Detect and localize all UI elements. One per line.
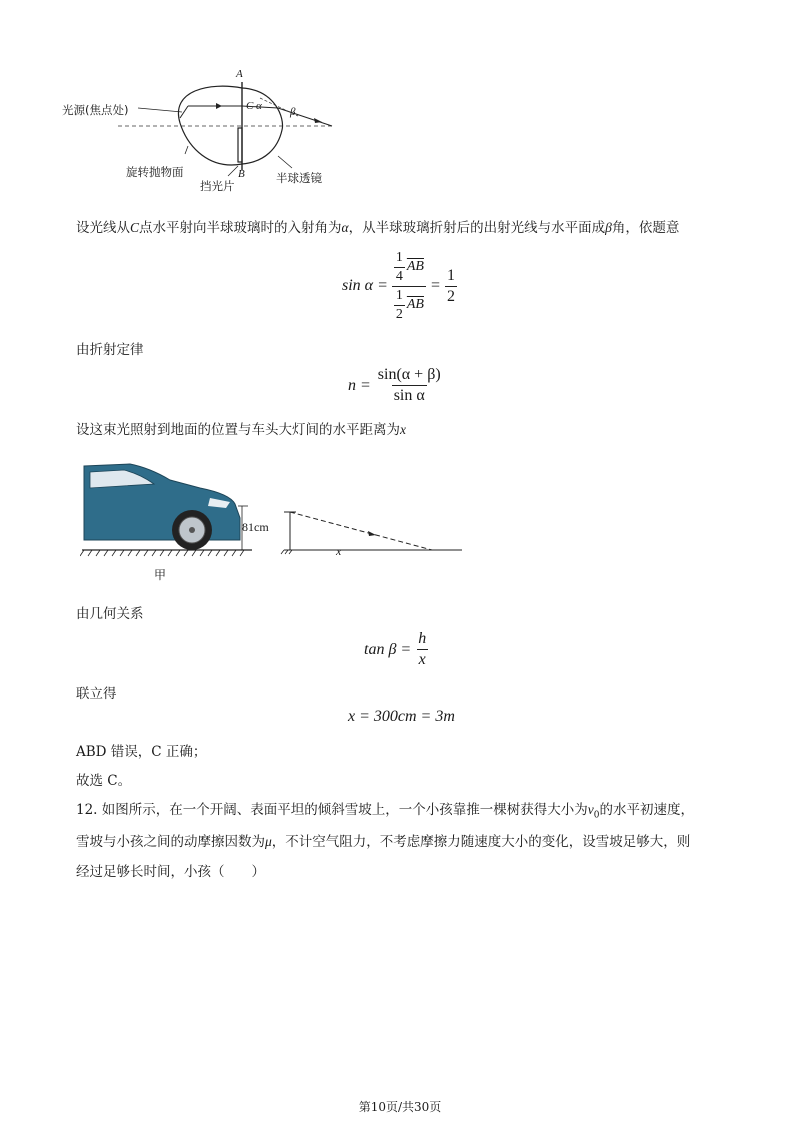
car-figure (80, 458, 470, 588)
q12-line1-b: 的水平初速度， (599, 802, 694, 818)
eq1-res-top: 1 (447, 266, 456, 284)
pointer-paraboloid (185, 146, 188, 154)
eq1-equals: = (430, 277, 441, 294)
paraboloid-label: 旋转抛物面 (126, 165, 184, 179)
para3-x: x (400, 422, 406, 437)
paragraph-geometry: 由几何关系 (76, 606, 144, 622)
equation-refractive-index (348, 366, 443, 405)
para1-t1: 设光线从 (76, 220, 130, 236)
eq1-den-coef-top: 1 (395, 287, 403, 303)
eq3-lhs: tan β = (364, 640, 412, 658)
lens-label: 半球透镜 (276, 171, 322, 185)
headlight-optics-figure (62, 68, 360, 198)
ray-arrow-1 (216, 103, 222, 109)
equation-tan-beta (364, 630, 428, 669)
eq1-numerator (392, 250, 426, 286)
eq1-denominator (392, 286, 426, 323)
para1-t2: 点水平射向半球玻璃时的入射角为 (139, 220, 342, 236)
q12-line2-a: 雪坡与小孩之间的动摩擦因数为 (76, 834, 265, 850)
label-beta: β (290, 106, 296, 118)
label-a: A (236, 68, 243, 80)
pointer-lens (278, 156, 292, 168)
q12-line2-b: ，不计空气阻力，不考虑摩擦力随速度大小的变化，设雪坡足够大，则 (271, 834, 691, 850)
car-hub (189, 527, 195, 533)
ray-refracted (278, 108, 332, 126)
eq1-num-seg: $\overline{AB}$ (406, 259, 424, 274)
paragraph-refraction-law: 由折射定律 (76, 342, 144, 358)
para1-t4: 角，依题意 (611, 220, 680, 236)
eq3-num: h (418, 630, 427, 647)
eq2-den: sin α (393, 387, 425, 404)
label-b: B (238, 168, 245, 180)
eq3-den: x (418, 651, 426, 668)
eq1-den-coef-bottom: 2 (395, 306, 403, 322)
light-source-label: 光源(焦点处) (62, 103, 129, 117)
paragraph-combine: 联立得 (76, 686, 117, 702)
q12-v0: v (587, 802, 594, 817)
eq1-den-seg: $\overline{AB}$ (406, 297, 424, 312)
eq1-res-bottom: 2 (447, 287, 456, 305)
eq1-num-coef-bottom: 4 (395, 268, 403, 284)
paragraph-answer-judgement: ABD 错误，C 正确； (76, 744, 207, 760)
ground-hatching (80, 550, 244, 556)
eq2-num: sin(α + β) (377, 366, 441, 383)
question-12-line-2 (76, 832, 690, 852)
diagram-hatching (281, 550, 292, 554)
eq2-lhs: n = (348, 376, 371, 394)
pointer-shutter (228, 166, 238, 176)
para1-beta: β (605, 220, 612, 235)
paraboloid-outline (178, 86, 242, 165)
eq1-num-coef-top: 1 (395, 249, 403, 265)
paragraph-incidence-angle (76, 218, 679, 238)
paragraph-horizontal-distance (76, 420, 406, 440)
equation-result: x = 300cm = 3m (348, 708, 455, 725)
para1-t3: ，从半球玻璃折射后的出射光线与水平面成 (348, 220, 606, 236)
height-label: 81cm (242, 520, 269, 534)
eq1-den-coef (394, 288, 405, 323)
eq2-fraction (376, 366, 443, 405)
label-alpha: α (256, 100, 262, 112)
eq1-num-coef (394, 250, 405, 285)
x-label: x (336, 544, 342, 558)
para3-text: 设这束光照射到地面的位置与车头大灯间的水平距离为 (76, 422, 400, 438)
q12-v0-sub: 0 (593, 810, 600, 821)
paragraph-choice: 故选 C。 (76, 773, 132, 789)
eq1-lhs: sin α = (342, 277, 388, 294)
eq1-result (445, 267, 457, 306)
question-12-line-3: 经过足够长时间，小孩（ ） (76, 864, 265, 880)
page-footer: 第10页/共30页 (358, 1100, 442, 1114)
label-c: C (246, 100, 254, 112)
light-ray-dashed (290, 512, 432, 550)
eq3-fraction (416, 630, 428, 669)
question-12-line-1 (76, 800, 694, 826)
eq1-big-fraction (392, 250, 426, 323)
para1-alpha: α (341, 220, 349, 235)
shutter-label: 挡光片 (200, 179, 235, 193)
para1-c: C (130, 220, 140, 235)
q12-line1-a: 12. 如图所示，在一个开阔、表面平坦的倾斜雪坡上，一个小孩靠推一棵树获得大小为 (76, 802, 588, 818)
q12-mu: μ (265, 834, 272, 849)
car-figure-svg (80, 458, 470, 588)
equation-sin-alpha (342, 248, 457, 324)
pointer-light-source (138, 108, 182, 112)
figure-caption: 甲 (154, 568, 167, 582)
ray-arrow (368, 531, 376, 536)
